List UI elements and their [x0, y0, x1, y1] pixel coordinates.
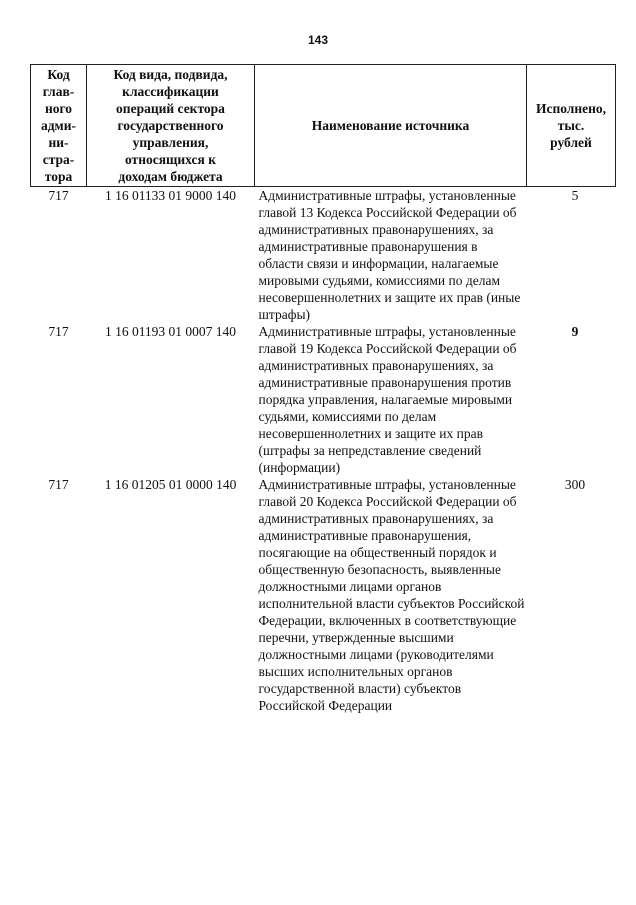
page-number: 143	[307, 33, 329, 47]
cell-kind-code: 1 16 01205 01 0000 140	[104, 477, 237, 492]
cell-admin-code: 717	[48, 188, 69, 203]
cell-executed: 300	[564, 477, 586, 492]
cell-source-name: Административные штрафы, установленные главой 20 Кодекса Российской Федерации об административных правонарушениях, за административные правонарушения, посягающие на общественный порядок и общественную безопасность, выявленные должностными лицами органов исполнительной власти субъектов Российской Федерации, включенных в соответствующие перечни, утвержденные высшими должностными лицами (руководителями высших исполнительных органов государственной власти) субъектов Российской Федерации	[258, 477, 525, 713]
cell-executed: 5	[571, 188, 579, 203]
cell-source-name: Административные штрафы, установленные главой 13 Кодекса Российской Федерации об административных правонарушениях, за административные правонарушения в области связи и информации, налагаемые мировыми судьями, комиссиями по делам несовершеннолетних и защите их прав (иные штрафы)	[258, 188, 521, 322]
header-executed: Исполнено, тыс. рублей	[527, 65, 616, 187]
cell-kind-code: 1 16 01193 01 0007 140	[104, 324, 237, 339]
cell-admin-code: 717	[48, 477, 69, 492]
cell-source-name: Административные штрафы, установленные главой 19 Кодекса Российской Федерации об административных правонарушениях, за административные правонарушения против порядка управления, налагаемые мировыми судьями, комиссиями по делам несовершеннолетних и защите их прав (штрафы за непредставление сведений (информации)	[258, 324, 517, 475]
revenue-sources-table	[30, 64, 616, 714]
header-kind-code: Код вида, подвида, классификации операций сектора государственного управления, относящихся к доходам бюджета	[87, 65, 255, 187]
header-source-name: Наименование источника	[255, 65, 527, 187]
table-row	[31, 187, 616, 324]
cell-executed: 9	[571, 324, 579, 339]
header-admin-code: Код глав- ного адми- ни- стра- тора	[31, 65, 87, 187]
table-row	[31, 476, 616, 714]
cell-kind-code: 1 16 01133 01 9000 140	[104, 188, 237, 203]
table-header-row	[31, 65, 616, 187]
cell-admin-code: 717	[48, 324, 69, 339]
table-row	[31, 323, 616, 476]
